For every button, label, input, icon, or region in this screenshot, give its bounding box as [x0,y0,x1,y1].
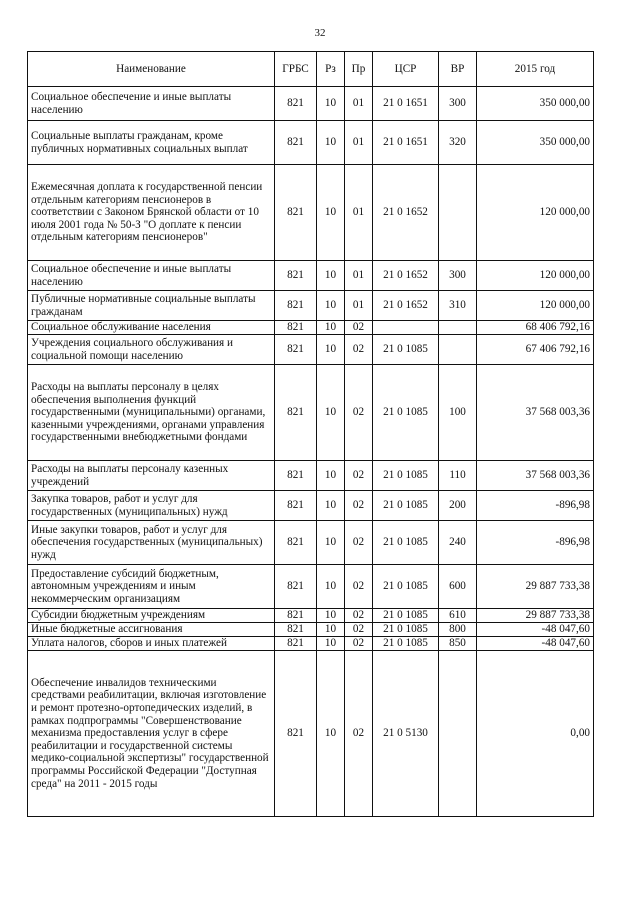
row-csr: 21 0 1651 [373,87,439,121]
header-grbs: ГРБС [275,52,317,87]
table-row [28,335,594,365]
row-vr [439,321,477,335]
row-pr: 02 [345,321,373,335]
row-rz: 10 [317,609,345,623]
table-row [28,491,594,521]
row-rz: 10 [317,165,345,261]
row-pr: 01 [345,165,373,261]
table-header-row [28,52,594,87]
row-amount: 0,00 [477,651,594,817]
row-csr: 21 0 1652 [373,165,439,261]
header-csr: ЦСР [373,52,439,87]
row-grbs: 821 [275,321,317,335]
row-name: Социальное обеспечение и иные выплаты населению [28,87,275,121]
row-grbs: 821 [275,651,317,817]
table-row [28,291,594,321]
row-grbs: 821 [275,609,317,623]
row-amount: -896,98 [477,491,594,521]
row-name: Иные закупки товаров, работ и услуг для обеспечения государственных (муниципальных) нужд [28,521,275,565]
row-amount: 350 000,00 [477,121,594,165]
row-rz: 10 [317,491,345,521]
row-amount: 29 887 733,38 [477,609,594,623]
row-pr: 02 [345,623,373,637]
row-pr: 02 [345,335,373,365]
row-grbs: 821 [275,165,317,261]
table-row [28,637,594,651]
row-csr: 21 0 1085 [373,461,439,491]
row-grbs: 821 [275,637,317,651]
row-csr [373,321,439,335]
row-pr: 02 [345,565,373,609]
row-name: Социальное обслуживание населения [28,321,275,335]
row-amount: 350 000,00 [477,87,594,121]
row-vr: 850 [439,637,477,651]
table-row [28,365,594,461]
table-row [28,565,594,609]
row-name: Уплата налогов, сборов и иных платежей [28,637,275,651]
row-pr: 02 [345,461,373,491]
row-rz: 10 [317,461,345,491]
row-pr: 02 [345,609,373,623]
table-row [28,651,594,817]
row-vr: 300 [439,87,477,121]
row-name: Обеспечение инвалидов техническими средствами реабилитации, включая изготовление и ремонт протезно-ортопедических изделий, в рамках подпрограммы "Совершенствование механизма предоставления услуг в сфере реабилитации и государственной системы медико-социальной экспертизы" государственной программы Российской Федерации "Доступная среда" на 2011 - 2015 годы [28,651,275,817]
row-amount: 68 406 792,16 [477,321,594,335]
row-grbs: 821 [275,521,317,565]
row-vr: 610 [439,609,477,623]
header-year: 2015 год [477,52,594,87]
table-row [28,461,594,491]
row-pr: 02 [345,637,373,651]
row-vr: 800 [439,623,477,637]
row-amount: 120 000,00 [477,165,594,261]
row-amount: 37 568 003,36 [477,365,594,461]
row-rz: 10 [317,565,345,609]
header-pr: Пр [345,52,373,87]
row-name: Субсидии бюджетным учреждениям [28,609,275,623]
row-rz: 10 [317,521,345,565]
row-name: Расходы на выплаты персоналу казенных учреждений [28,461,275,491]
row-pr: 02 [345,651,373,817]
row-rz: 10 [317,365,345,461]
row-grbs: 821 [275,491,317,521]
row-csr: 21 0 1085 [373,365,439,461]
row-grbs: 821 [275,121,317,165]
table-row [28,609,594,623]
row-name: Публичные нормативные социальные выплаты гражданам [28,291,275,321]
row-vr: 320 [439,121,477,165]
row-grbs: 821 [275,291,317,321]
row-pr: 02 [345,365,373,461]
row-csr: 21 0 1085 [373,335,439,365]
row-amount: -48 047,60 [477,637,594,651]
row-rz: 10 [317,637,345,651]
row-name: Социальные выплаты гражданам, кроме публичных нормативных социальных выплат [28,121,275,165]
row-vr: 100 [439,365,477,461]
row-name: Расходы на выплаты персоналу в целях обеспечения выполнения функций государственными (муниципальными) органами, казенными учреждениями, органами управления государственными внебюджетными фондами [28,365,275,461]
header-rz: Рз [317,52,345,87]
row-rz: 10 [317,261,345,291]
row-rz: 10 [317,651,345,817]
page-number: 32 [314,27,326,39]
header-name: Наименование [28,52,275,87]
row-rz: 10 [317,623,345,637]
row-csr: 21 0 1085 [373,637,439,651]
row-name: Учреждения социального обслуживания и социальной помощи населению [28,335,275,365]
row-amount: -896,98 [477,521,594,565]
row-amount: -48 047,60 [477,623,594,637]
row-vr: 600 [439,565,477,609]
row-vr: 240 [439,521,477,565]
row-pr: 01 [345,87,373,121]
table-body [28,87,594,817]
row-amount: 67 406 792,16 [477,335,594,365]
row-grbs: 821 [275,335,317,365]
table-row [28,165,594,261]
row-vr [439,335,477,365]
row-grbs: 821 [275,87,317,121]
row-rz: 10 [317,87,345,121]
row-grbs: 821 [275,565,317,609]
row-rz: 10 [317,321,345,335]
row-csr: 21 0 1085 [373,565,439,609]
budget-table [27,51,594,817]
row-vr: 110 [439,461,477,491]
row-vr [439,165,477,261]
row-name: Социальное обеспечение и иные выплаты населению [28,261,275,291]
row-csr: 21 0 5130 [373,651,439,817]
row-vr [439,651,477,817]
row-vr: 300 [439,261,477,291]
row-vr: 200 [439,491,477,521]
row-pr: 01 [345,261,373,291]
row-amount: 29 887 733,38 [477,565,594,609]
row-amount: 37 568 003,36 [477,461,594,491]
row-csr: 21 0 1085 [373,623,439,637]
table-row [28,623,594,637]
row-rz: 10 [317,335,345,365]
row-csr: 21 0 1651 [373,121,439,165]
row-amount: 120 000,00 [477,291,594,321]
row-name: Ежемесячная доплата к государственной пенсии отдельным категориям пенсионеров в соответствии с Законом Брянской области от 10 июля 2001 года № 50-З "О доплате к пенсии отдельным категориям пенсионеров" [28,165,275,261]
row-csr: 21 0 1652 [373,291,439,321]
table-row [28,261,594,291]
row-name: Иные бюджетные ассигнования [28,623,275,637]
row-csr: 21 0 1085 [373,521,439,565]
table-row [28,521,594,565]
row-rz: 10 [317,291,345,321]
row-csr: 21 0 1085 [373,491,439,521]
row-grbs: 821 [275,623,317,637]
header-vr: ВР [439,52,477,87]
row-pr: 01 [345,291,373,321]
row-name: Закупка товаров, работ и услуг для государственных (муниципальных) нужд [28,491,275,521]
row-grbs: 821 [275,461,317,491]
table-row [28,87,594,121]
row-pr: 02 [345,521,373,565]
row-vr: 310 [439,291,477,321]
row-rz: 10 [317,121,345,165]
table-row [28,321,594,335]
row-csr: 21 0 1652 [373,261,439,291]
row-amount: 120 000,00 [477,261,594,291]
row-csr: 21 0 1085 [373,609,439,623]
row-grbs: 821 [275,261,317,291]
table-row [28,121,594,165]
row-pr: 02 [345,491,373,521]
row-grbs: 821 [275,365,317,461]
row-pr: 01 [345,121,373,165]
row-name: Предоставление субсидий бюджетным, автономным учреждениям и иным некоммерческим организациям [28,565,275,609]
